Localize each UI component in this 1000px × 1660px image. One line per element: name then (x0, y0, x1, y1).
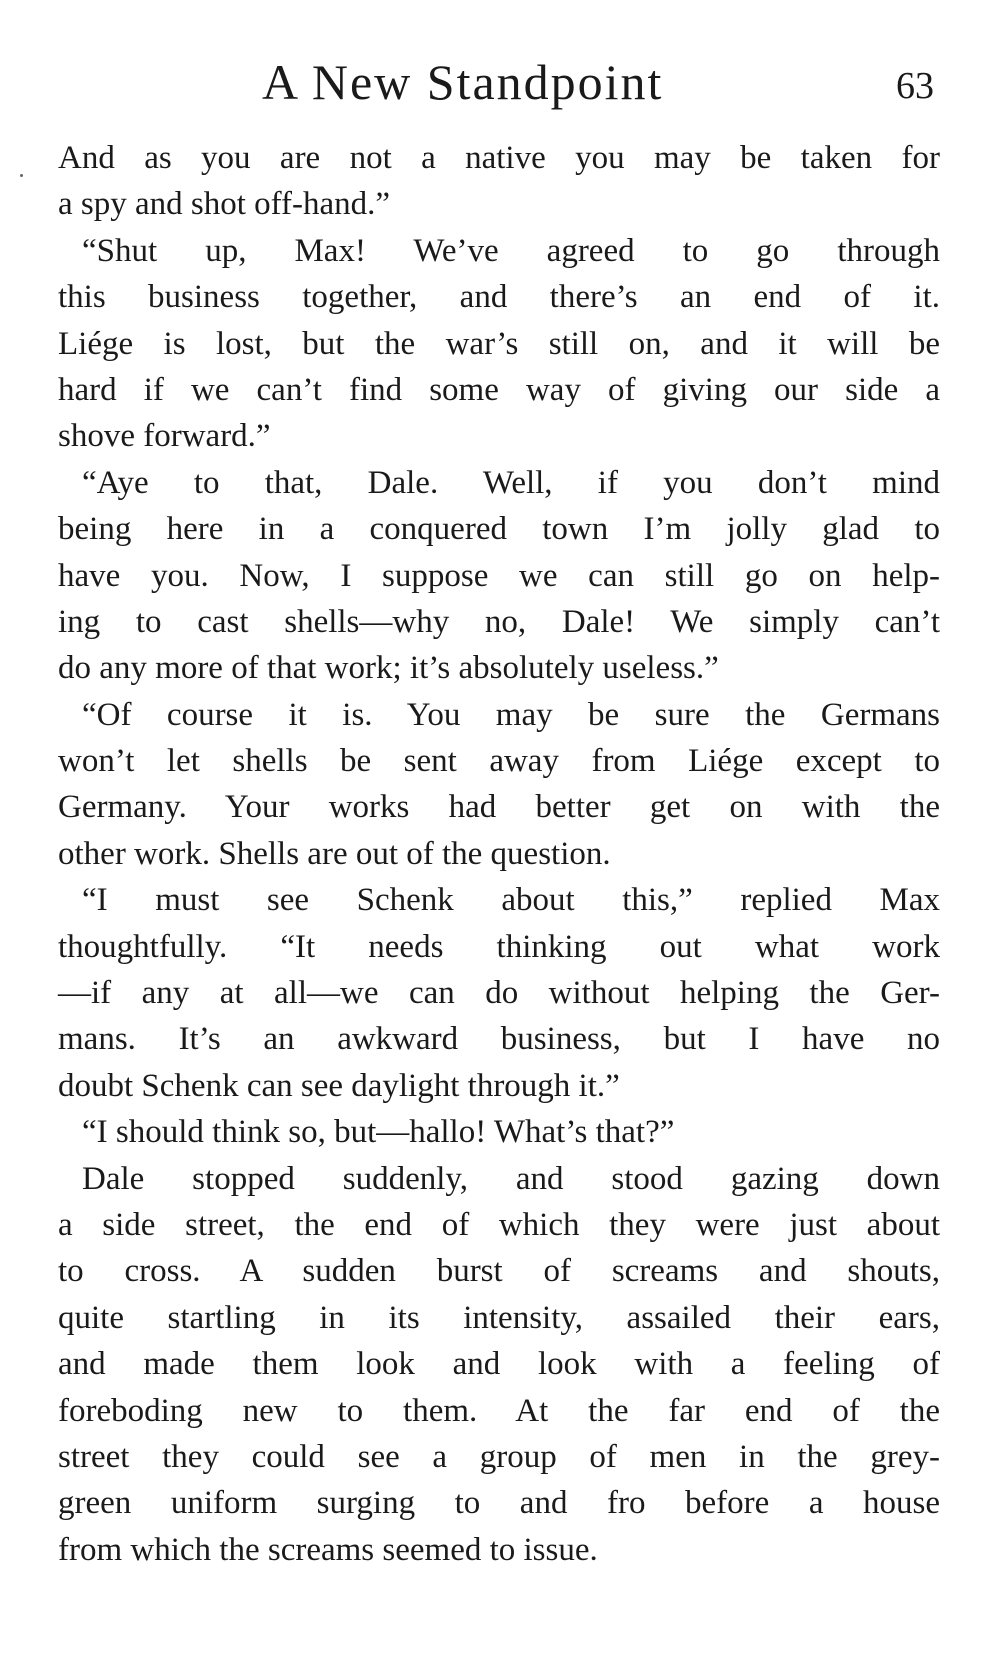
text-line: to cross. A sudden burst of screams and shouts, (58, 1253, 940, 1290)
text-line: ing to cast shells—why no, Dale! We simply can’t (58, 603, 940, 640)
text-line: have you. Now, I suppose we can still go on help- (58, 557, 940, 594)
text-line: “I should think so, but—hallo! What’s that?” (82, 1114, 675, 1151)
text-line: shove forward.” (58, 418, 271, 455)
text-line: “I must see Schenk about this,” replied Max (82, 882, 940, 919)
body-text (58, 135, 940, 1573)
margin-speck (20, 174, 23, 177)
text-line: green uniform surging to and fro before a house (58, 1485, 940, 1522)
page-number: 63 (896, 65, 934, 107)
text-line: And as you are not a native you may be taken for (58, 140, 940, 176)
text-line: being here in a conquered town I’m jolly glad to (58, 511, 940, 548)
text-line: “Aye to that, Dale. Well, if you don’t mind (82, 464, 940, 501)
text-line: “Of course it is. You may be sure the Germans (82, 696, 940, 733)
text-line: won’t let shells be sent away from Liége except to (58, 743, 940, 780)
text-line: Dale stopped suddenly, and stood gazing down (82, 1160, 940, 1197)
text-line: mans. It’s an awkward business, but I have no (58, 1021, 940, 1058)
text-line: from which the screams seemed to issue. (58, 1531, 598, 1568)
text-line: foreboding new to them. At the far end of the (58, 1392, 940, 1429)
text-line: a spy and shot off-hand.” (58, 186, 391, 223)
text-line: and made them look and look with a feeling of (58, 1346, 940, 1383)
text-line: quite startling in its intensity, assailed their ears, (58, 1299, 940, 1336)
text-line: Liége is lost, but the war’s still on, and it will be (58, 325, 940, 362)
running-head (0, 52, 1000, 112)
text-line: do any more of that work; it’s absolutely useless.” (58, 650, 719, 687)
text-line: hard if we can’t find some way of giving our side a (58, 371, 940, 408)
text-line: other work. Shells are out of the question. (58, 835, 611, 872)
text-line: doubt Schenk can see daylight through it.” (58, 1067, 620, 1104)
text-line: —if any at all—we can do without helping the Ger- (58, 975, 940, 1012)
running-title: A New Standpoint (262, 54, 664, 110)
text-line: “Shut up, Max! We’ve agreed to go through (82, 232, 940, 269)
text-line: Germany. Your works had better get on with the (58, 789, 940, 826)
text-line: street they could see a group of men in the grey- (58, 1438, 940, 1475)
text-line: a side street, the end of which they were just about (58, 1206, 940, 1243)
text-line: thoughtfully. “It needs thinking out what work (58, 928, 940, 965)
text-line: this business together, and there’s an end of it. (58, 279, 940, 316)
